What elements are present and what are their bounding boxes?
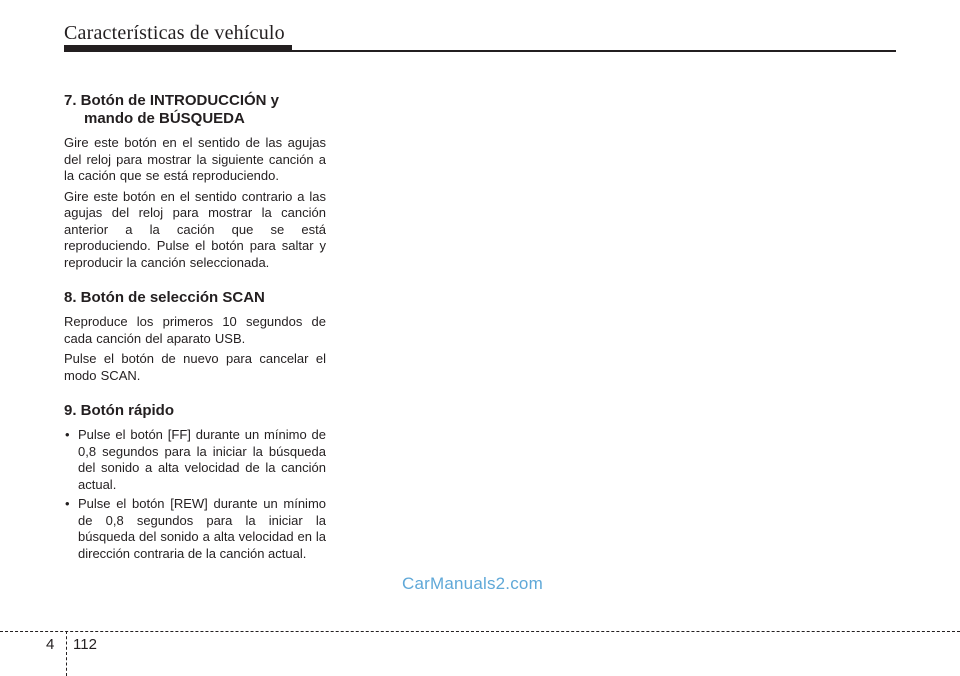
- page-header-title: Características de vehículo: [64, 22, 285, 44]
- section-7-title: [64, 92, 326, 128]
- footer-vertical-divider: [66, 631, 67, 676]
- spacer: [64, 275, 326, 289]
- section-7-paragraph-2: Gire este botón en el sentido contrario a las agujas del reloj para mostrar la canción anterior a la cación que se está reproduciendo. Pulse el botón para saltar y reproducir la canción seleccionada.: [64, 188, 326, 270]
- section-8-paragraph-2: Pulse el botón de nuevo para cancelar el modo SCAN.: [64, 351, 326, 383]
- header-rule-thin: [64, 50, 896, 52]
- list-item-text: Pulse el botón [FF] durante un mínimo de 0,8 segundos para la iniciar la búsqueda del sonido a alta velocidad de la canción actual.: [78, 427, 326, 492]
- chapter-number: 4: [46, 636, 55, 653]
- spacer: [64, 388, 326, 402]
- content-column: [64, 92, 326, 565]
- bullet-icon: •: [65, 496, 70, 511]
- page-number: 112: [73, 636, 97, 653]
- section-7-title-line2: mando de BÚSQUEDA: [84, 110, 245, 127]
- section-7-paragraph-1: Gire este botón en el sentido de las agujas del reloj para mostrar la siguiente canción a la cación que se está reproduciendo.: [64, 135, 326, 183]
- footer-dashed-rule: [0, 631, 960, 632]
- section-7-title-line1: 7. Botón de INTRODUCCIÓN y: [64, 92, 280, 109]
- bullet-icon: •: [65, 427, 70, 442]
- section-8-title: 8. Botón de selección SCAN: [64, 289, 265, 306]
- section-8-paragraph-1: Reproduce los primeros 10 segundos de cada canción del aparato USB.: [64, 314, 326, 346]
- list-item: [64, 427, 326, 493]
- section-9-title: 9. Botón rápido: [64, 402, 174, 419]
- section-9-bullet-list: [64, 427, 326, 562]
- list-item-text: Pulse el botón [REW] durante un mínimo de 0,8 segundos para la iniciar la búsqueda del sonido a alta velocidad en la dirección contraria de la canción actual.: [78, 496, 326, 561]
- list-item: [64, 496, 326, 562]
- watermark-link[interactable]: CarManuals2.com: [402, 574, 543, 593]
